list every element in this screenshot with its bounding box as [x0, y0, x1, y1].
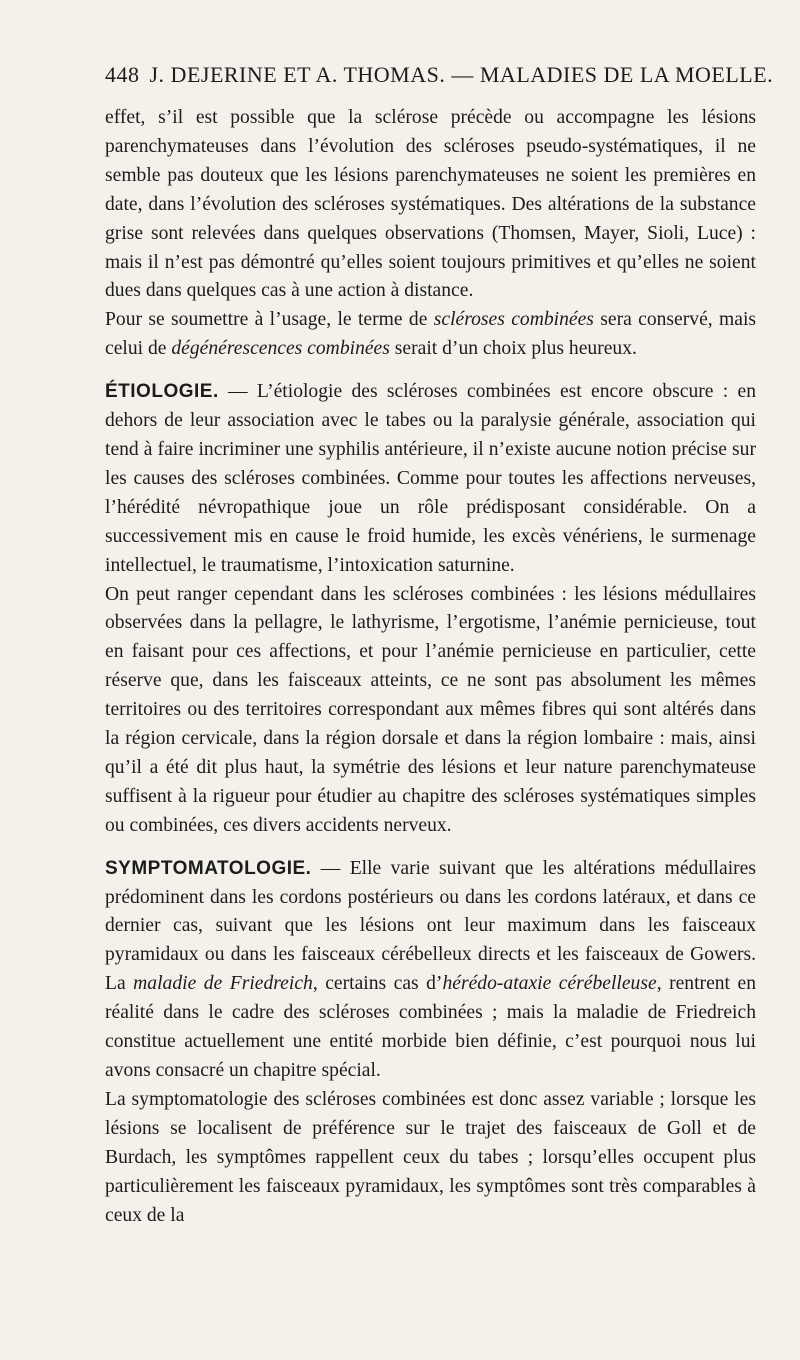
paragraph-4: On peut ranger cependant dans les scléroses combinées : les lésions médullaires observées dans la pellagre, le lathyrisme, l’ergotisme, l’anémie pernicieuse, tout en faisant pour ces affections, et pour l’anémie pernicieuse en particulier, cette réserve que, dans les faisceaux atteints, ce ne sont pas absolument les mêmes territoires ou des territoires correspondant aux mêmes fibres qui sont altérés dans la région cervicale, dans la région dorsale et dans la région lombaire : mais, ainsi qu’il a été dit plus haut, la symétrie des lésions et leur nature parenchymateuse suffisent à la rigueur pour étudier au chapitre des scléroses systématiques simples ou combinées, ces divers accidents nerveux.: [105, 583, 756, 836]
section-title-symptomatologie: SYMPTOMATOLOGIE.: [105, 857, 312, 879]
paragraph-6: La symptomatologie des scléroses combinées est donc assez variable ; lorsque les lésions se localisent de préférence sur le trajet des faisceaux de Goll et de Burdach, les symptômes rappellent ceux du tabes ; lorsqu’elles occupent plus particulièrement les faisceaux pyramidaux, les symptômes sont très comparables à ceux de la: [105, 1088, 756, 1226]
section-title-etiologie: ÉTIOLOGIE.: [105, 381, 219, 403]
p2-term-scleroses: scléroses combinées: [433, 309, 594, 331]
p5-term-friedreich: maladie de Friedreich: [133, 973, 313, 995]
running-title: J. DEJERINE ET A. THOMAS. — MALADIES DE LA MOELLE.: [149, 62, 774, 87]
p5-text-e: , rentrent en réalité dans le cadre des scléroses combinées ; mais la maladie de Friedreich constitue actuellement une entité morbide bien définie, c’est pourquoi nous lui avons consacré un chapitre spécial.: [105, 973, 756, 1081]
paragraph-etiologie: [105, 378, 756, 580]
p2-text-c: sera conservé, mais celui de: [105, 309, 757, 360]
p2-term-degenerescences: dégénérescences combinées: [171, 338, 390, 360]
paragraph-symptomatologie: [105, 855, 756, 1086]
p5-term-heredo-ataxie: hérédo-ataxie cérébelleuse: [442, 973, 657, 995]
paragraph-1: effet, s’il est possible que la sclérose précède ou accompagne les lésions parenchymateuses dans l’évolution des scléroses pseudo-systématiques, il ne semble pas douteux que les lésions parenchymateuses ne soient les premières en date, dans l’évolution des scléroses systématiques. Des altérations de la substance grise sont relevées dans quelques observations (Thomsen, Mayer, Sioli, Luce) : mais il n’est pas démontré qu’elles soient toujours primitives et qu’elles ne soient dues dans quelques cas à une action à distance.: [105, 107, 756, 302]
p2-text-a: Pour se soumettre à l’usage, le terme de: [105, 309, 434, 331]
paragraph-2: [105, 306, 756, 364]
page-number: 448: [105, 62, 140, 87]
p2-text-e: serait d’un choix plus heureux.: [389, 338, 637, 360]
p5-text-a: — Elle varie suivant que les altérations médullaires prédominent dans les cordons postérieurs ou dans les cordons latéraux, et dans ce dernier cas, suivant que les lésions ont leur maximum dans les faisceaux pyramidaux ou dans les faisceaux cérébelleux directs et les faisceaux de Gowers. La: [105, 857, 756, 995]
running-header: [105, 62, 774, 88]
p5-text-c: , certains cas d’: [312, 973, 443, 995]
p3-text: — L’étiologie des scléroses combinées est encore obscure : en dehors de leur association avec le tabes ou la paralysie générale, association qui tend à faire incriminer une syphilis antérieure, il n’existe aucune notion précise sur les causes des scléroses combinées. Comme pour toutes les affections nerveuses, l’hérédité névropathique joue un rôle prédisposant considérable. On a successivement mis en cause le froid humide, les excès vénériens, le surmenage intellectuel, le traumatisme, l’intoxication saturnine.: [105, 381, 756, 576]
